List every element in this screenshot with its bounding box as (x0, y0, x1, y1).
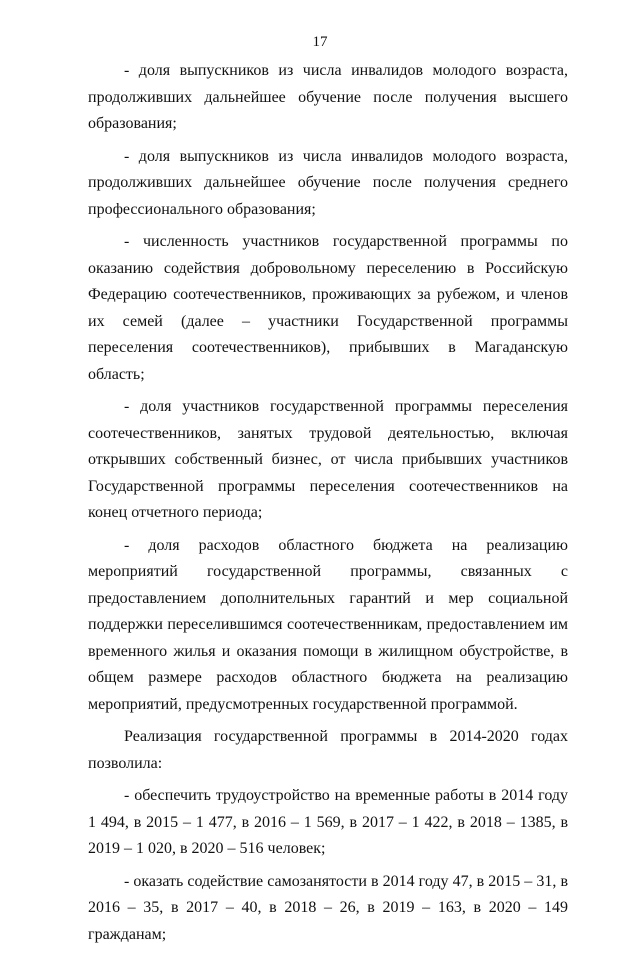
page-number: 17 (312, 34, 328, 50)
document-body (88, 58, 568, 954)
paragraph-indicator-budget-share: - доля расходов областного бюджета на реализацию мероприятий государственной программы, связанных с предоставлением дополнительных гарантий и мер социальной поддержки переселившимся соотечественникам, предоставлением им временного жилья и оказания помощи в жилищном обустройстве, в общем размере расходов областного бюджета на реализацию мероприятий, предусмотренных государственной программой. (88, 536, 568, 713)
paragraph-results-intro: Реализация государственной программы в 2014-2020 годах позволила: (88, 728, 568, 772)
paragraph-result-self-employment: - оказать содействие самозанятости в 2014 году 47, в 2015 – 31, в 2016 – 35, в 2017 – 40, в 2018 – 26, в 2019 – 163, в 2020 – 149 гражданам; (88, 872, 568, 943)
paragraph-result-temporary-employment: - обеспечить трудоустройство на временные работы в 2014 году 1 494, в 2015 – 1 477, в 2016 – 1 569, в 2017 – 1 422, в 2018 – 1385, в 2019 – 1 020, в 2020 – 516 человек; (88, 787, 568, 857)
paragraph-indicator-resettlement-participants: - численность участников государственной программы по оказанию содействия добровольному переселению в Российскую Федерацию соотечественников, проживающих за рубежом, и членов их семей (далее – участники Государственной программы переселения соотечественников), прибывших в Магаданскую область; (88, 233, 568, 383)
paragraph-indicator-employed-participants: - доля участников государственной программы переселения соотечественников, занятых трудовой деятельностью, включая открывших собственный бизнес, от числа прибывших участников Государственной программы переселения соотечественников на конец отчетного периода; (88, 398, 568, 521)
paragraph-indicator-vocational-education: - доля выпускников из числа инвалидов молодого возраста, продолживших дальнейшее обучение после получения среднего профессионального образования; (88, 147, 568, 218)
paragraph-indicator-higher-education: - доля выпускников из числа инвалидов молодого возраста, продолживших дальнейшее обучение после получения высшего образования; (88, 62, 568, 132)
